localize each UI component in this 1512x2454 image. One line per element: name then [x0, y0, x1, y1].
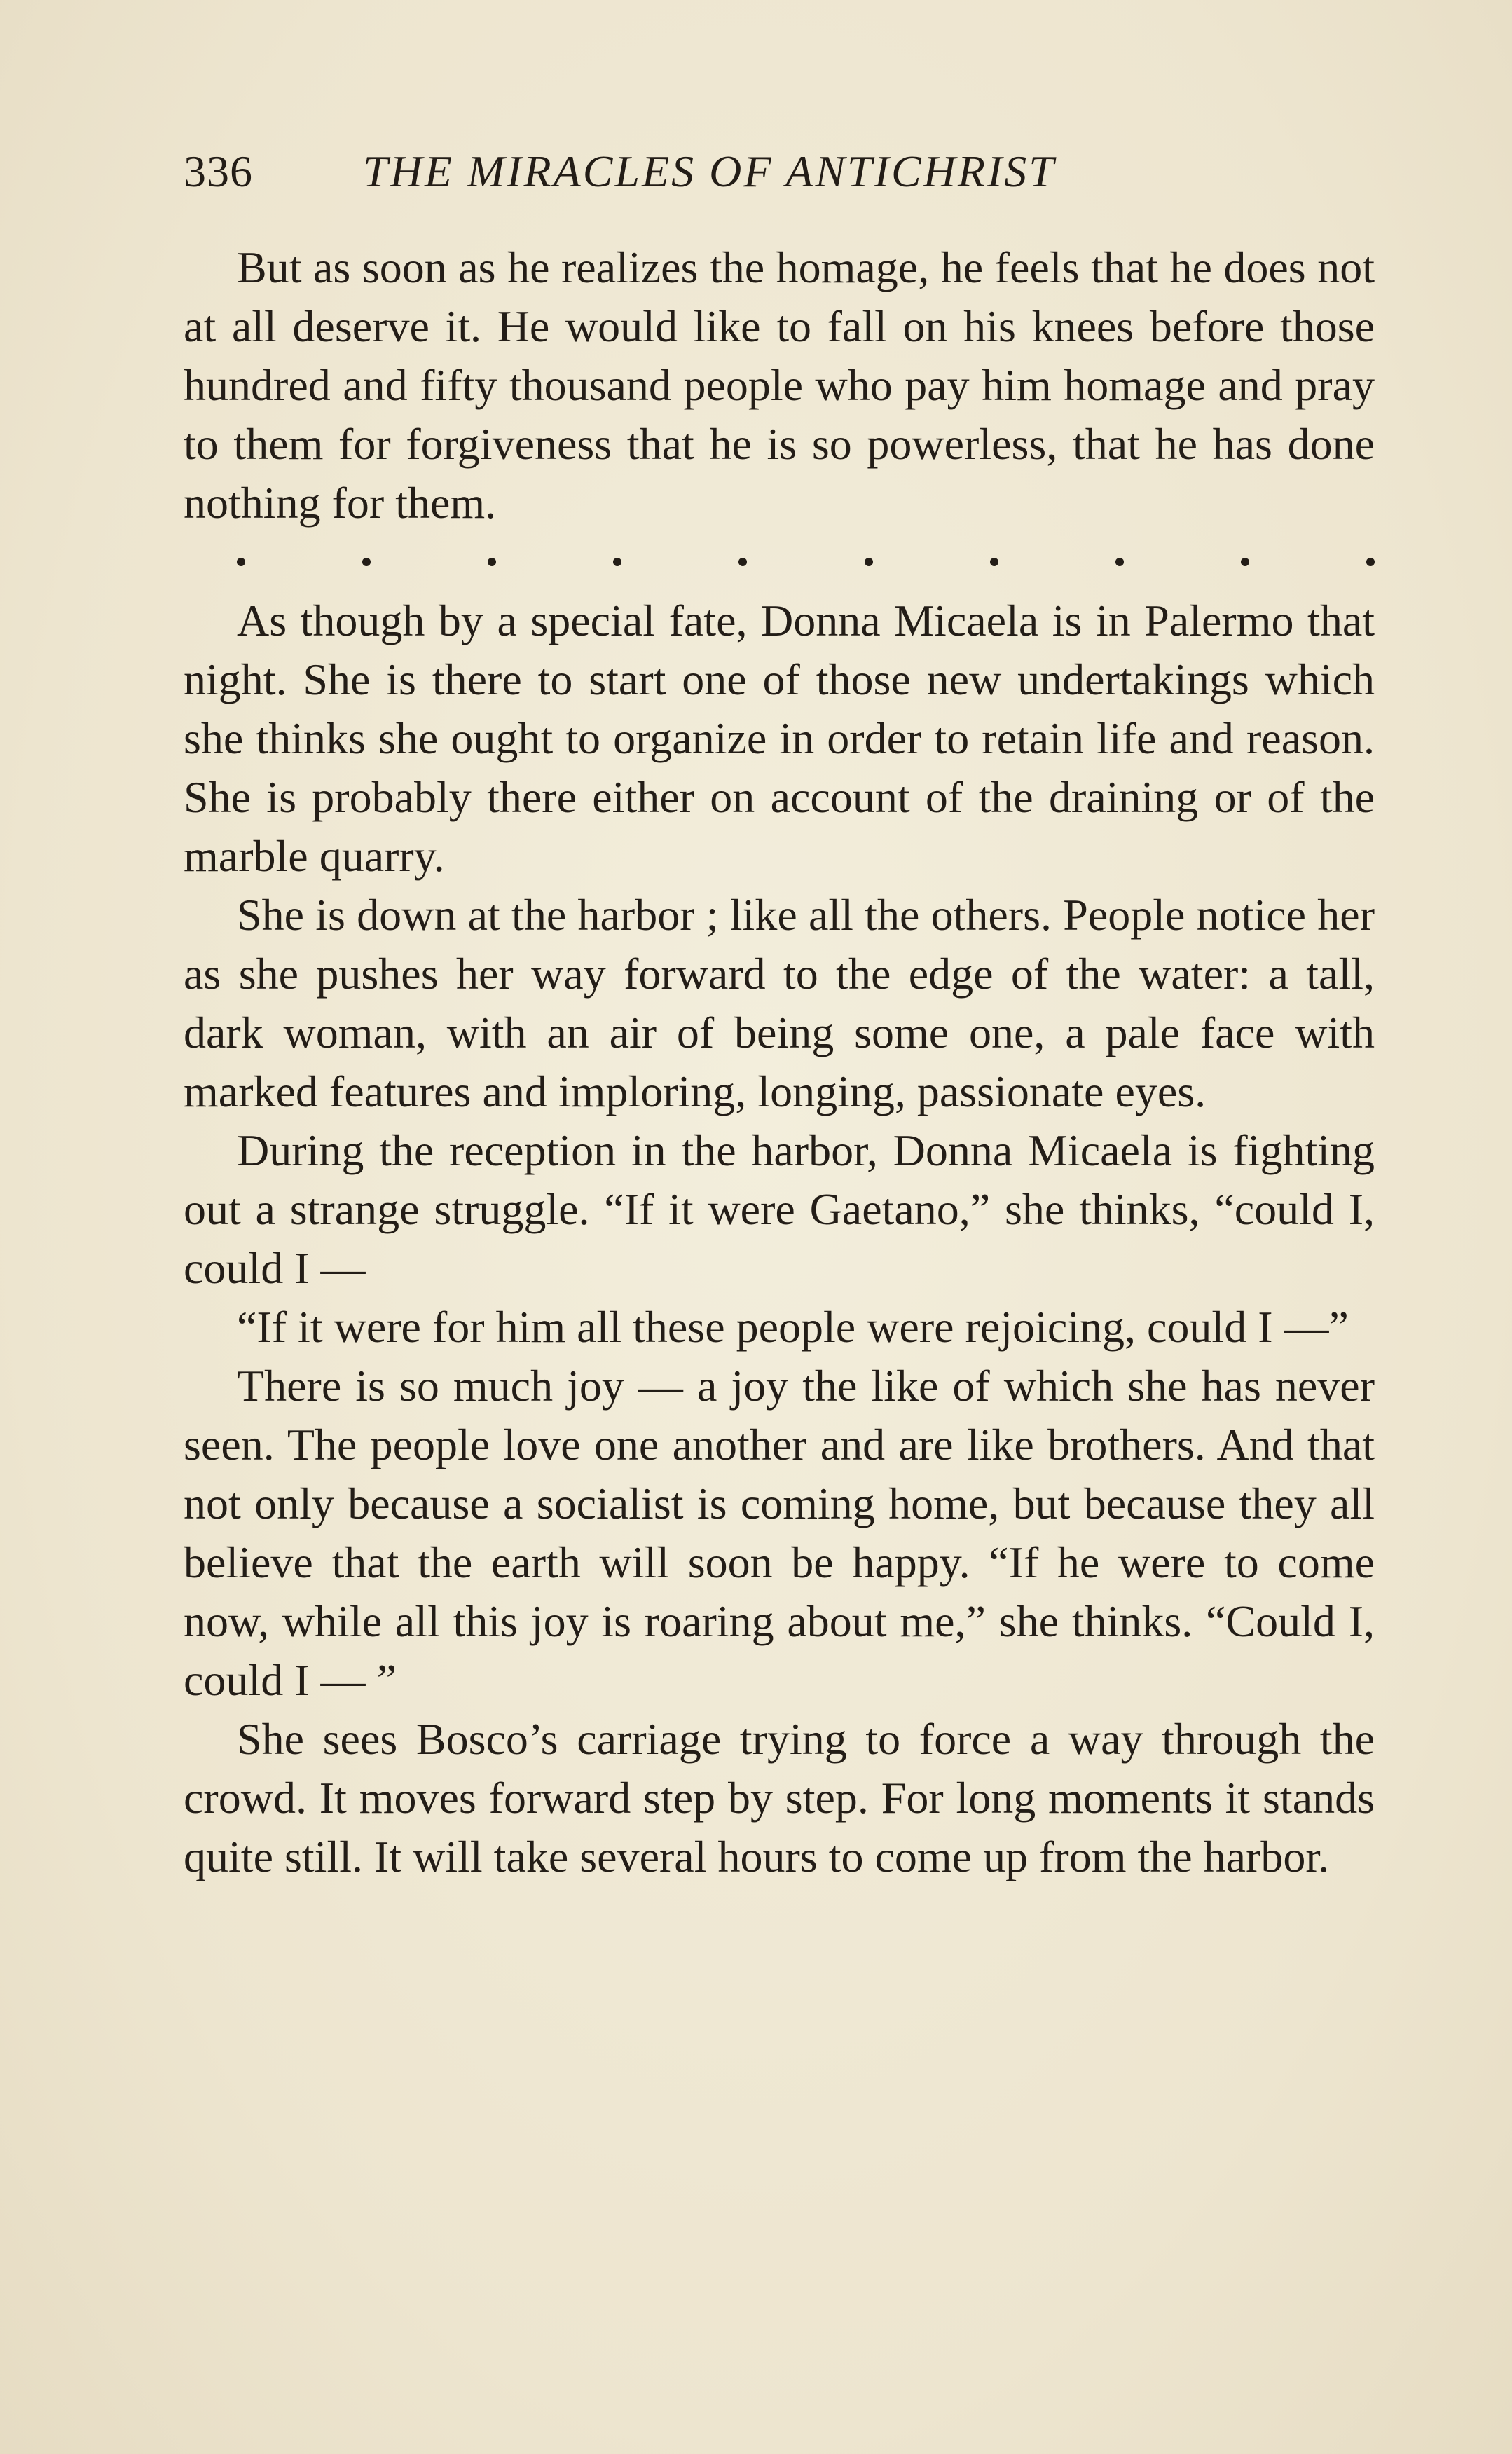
book-title: THE MIRACLES OF ANTICHRIST — [363, 146, 1056, 196]
section-break-dot — [738, 558, 747, 566]
text-block — [184, 238, 1375, 1886]
paragraph: “If it were for him all these people were rejoicing, could I —” — [237, 1302, 1349, 1352]
section-break-dot — [1115, 558, 1124, 566]
paragraph: There is so much joy — a joy the like of which she has never seen. The people love one another and are like brothers. And that not only because a socialist is coming home, but because they all believe that the earth will soon be happy. “If he were to come now, while all this joy is roaring about me,” she thinks. “Could I, could I — ” — [184, 1361, 1375, 1705]
paragraph: But as soon as he realizes the homage, he feels that he does not at all deserve it. He would like to fall on his knees before those hundred and fifty thousand people who pay him homage and pray to them for forgiveness that he is so powerless, that he has done nothing for them. — [184, 242, 1375, 528]
section-break-dot — [990, 558, 998, 566]
section-break-dot — [865, 558, 873, 566]
running-head — [184, 140, 1207, 203]
section-break-dot — [362, 558, 371, 566]
page-number: 336 — [184, 146, 253, 196]
section-break-dot — [613, 558, 621, 566]
paragraph: During the reception in the harbor, Donna Micaela is fighting out a strange struggle. “If it were Gaetano,” she thinks, “could I, could I — — [184, 1125, 1375, 1293]
section-break-dot — [488, 558, 496, 566]
section-break-dot — [237, 558, 245, 566]
section-break — [184, 533, 1375, 591]
paragraph: She is down at the harbor ; like all the others. People notice her as she pushes her way forward to the edge of the water: a tall, dark woman, with an air of being some one, a pale face with marked features and imploring, longing, passionate eyes. — [184, 890, 1375, 1116]
paragraph: She sees Bosco’s carriage trying to force a way through the crowd. It moves forward step by step. For long moments it stands quite still. It will take several hours to come up from the harbor. — [184, 1714, 1375, 1881]
paragraph: As though by a special fate, Donna Micaela is in Palermo that night. She is there to start one of those new undertakings which she thinks she ought to organize in order to retain life and reason. She is probably there either on account of the draining or of the marble quarry. — [184, 596, 1375, 881]
section-break-dot — [1366, 558, 1375, 566]
section-break-dot — [1241, 558, 1249, 566]
